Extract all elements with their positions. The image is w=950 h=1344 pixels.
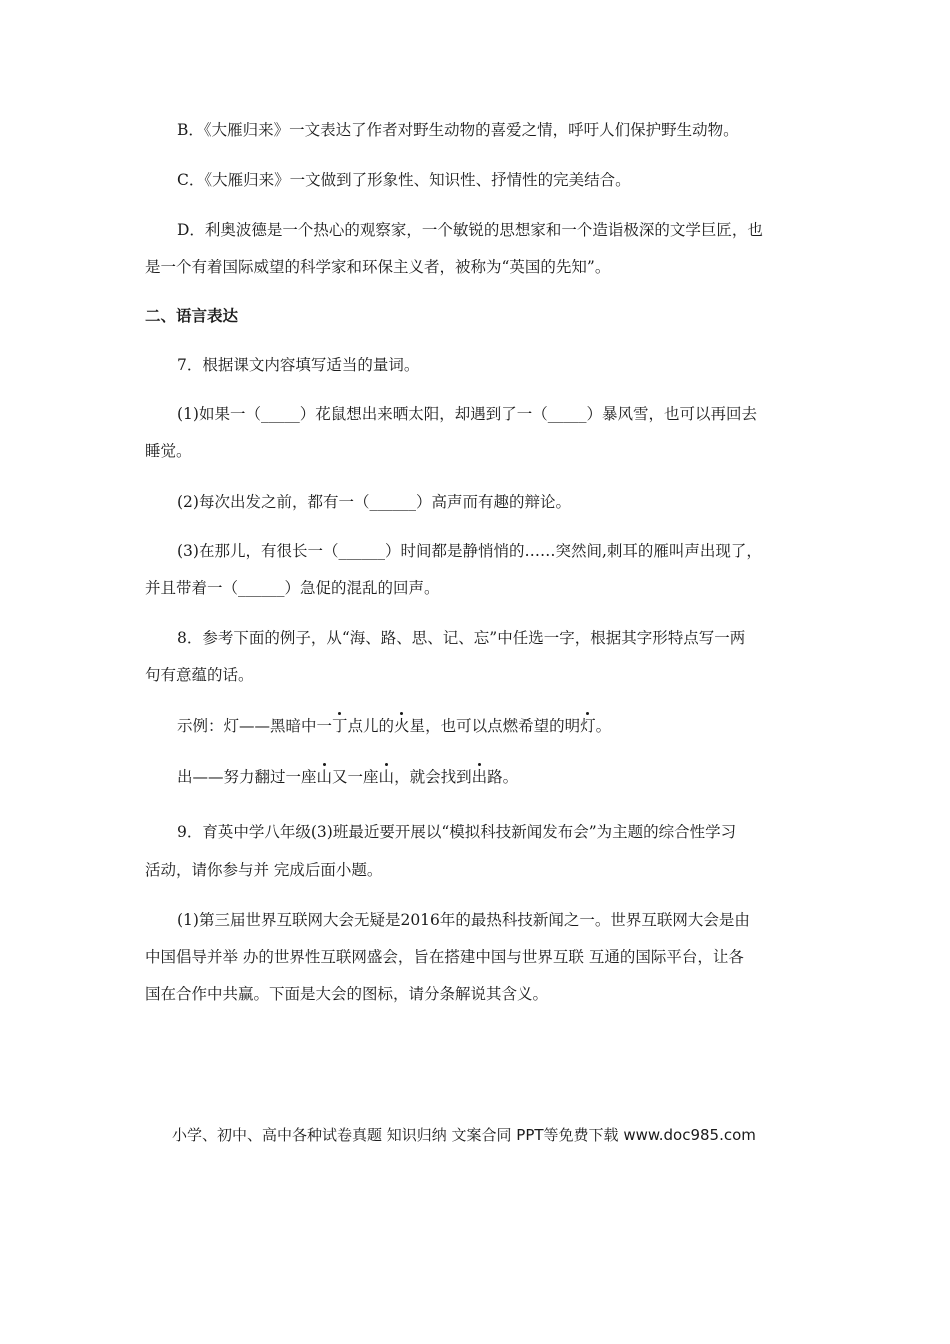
emphasis-char: 出 (471, 768, 488, 786)
page-footer: 小学、初中、高中各种试卷真题 知识归纳 文案合同 PPT等免费下载 www.doc985.com (172, 1126, 756, 1144)
q9-part1-line3: 国在合作中共赢。下面是大会的图标，请分条解说其含义。 (145, 985, 549, 1003)
q8-example (177, 716, 611, 736)
emphasis-char: 山 (316, 768, 333, 786)
option-c: C．《大雁归来》一文做到了形象性、知识性、抒情性的完美结合。 (177, 171, 631, 189)
q7-part3-line1: (3)在那儿，有很长一（______）时间都是静悄悄的……突然间,刺耳的雁叫声出现了， (177, 542, 762, 560)
section-heading: 二、语言表达 (145, 307, 239, 325)
q8-example-mid1: 点儿的 (347, 717, 395, 735)
q9-stem-line2: 活动，请你参与并 完成后面小题。 (145, 861, 383, 879)
q8-stem-line2: 句有意蕴的话。 (145, 666, 254, 684)
q8-example-mid2: 星，也可以点燃希望的明 (409, 717, 581, 735)
q9-stem-line1: 9．育英中学八年级(3)班最近要开展以“模拟科技新闻发布会”为主题的综合性学习 (177, 823, 737, 841)
q8-example-prefix: 示例：灯——黑暗中一 (177, 717, 333, 735)
emphasis-char: 火 (394, 717, 410, 735)
q7-part2: (2)每次出发之前，都有一（______）高声而有趣的辩论。 (177, 493, 571, 511)
q7-part1-line1: (1)如果一（_____）花鼠想出来晒太阳，却遇到了一（_____）暴风雪，也可以再回去 (177, 405, 757, 423)
q8-example2-mid2: ，就会找到 (394, 768, 472, 786)
q8-example-end: 。 (595, 717, 612, 735)
q7-part3-line2: 并且带着一（______）急促的混乱的回声。 (145, 579, 440, 597)
option-d-line1: D．利奥波德是一个热心的观察家，一个敏锐的思想家和一个造诣极深的文学巨匠，也 (177, 221, 763, 239)
q7-stem: 7．根据课文内容填写适当的量词。 (177, 356, 420, 374)
emphasis-char: 丁 (332, 717, 348, 735)
q8-example2-prefix: 出——努力翻过一座 (177, 768, 317, 786)
q8-example2-end: 路。 (487, 768, 519, 786)
q8-stem-line1: 8．参考下面的例子，从“海、路、思、记、忘”中任选一字，根据其字形特点写一两 (177, 629, 746, 647)
q8-example2-mid1: 又一座 (332, 768, 379, 786)
q9-part1-line2: 中国倡导并举 办的世界性互联网盛会，旨在搭建中国与世界互联 互通的国际平台，让各 (145, 948, 744, 966)
q7-part1-line2: 睡觉。 (145, 442, 192, 460)
emphasis-char: 灯 (580, 717, 596, 735)
q8-example2 (177, 767, 518, 787)
q9-part1-line1: (1)第三届世界互联网大会无疑是2016年的最热科技新闻之一。世界互联网大会是由 (177, 911, 750, 929)
option-d-line2: 是一个有着国际威望的科学家和环保主义者，被称为“英国的先知”。 (145, 258, 611, 276)
option-b: B．《大雁归来》一文表达了作者对野生动物的喜爱之情，呼吁人们保护野生动物。 (177, 121, 739, 139)
emphasis-char: 山 (378, 768, 395, 786)
